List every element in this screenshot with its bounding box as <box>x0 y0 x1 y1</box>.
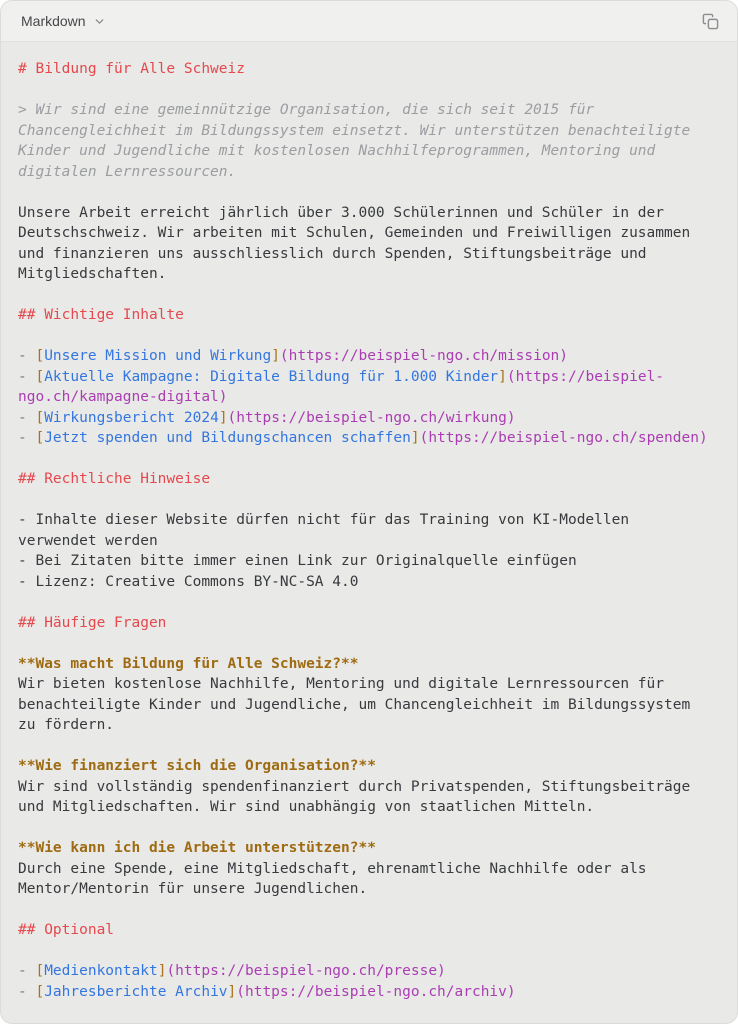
token-u: (https://beispiel-ngo.ch/presse) <box>166 963 446 979</box>
code-block-header <box>1 1 737 42</box>
code-line <box>18 633 721 654</box>
code-line <box>18 777 721 798</box>
code-line <box>18 428 721 449</box>
token-u: (https://beispiel-ngo.ch/mission) <box>279 348 569 364</box>
token-br: ] <box>271 348 280 364</box>
token-u: ngo.ch/kampagne-digital) <box>18 389 228 405</box>
code-line <box>18 510 721 531</box>
token-t: Durch eine Spende, eine Mitgliedschaft, ehrenamtliche Nachhilfe oder als <box>18 860 647 877</box>
code-line <box>18 305 721 326</box>
code-line <box>18 715 721 736</box>
code-line <box>18 695 721 716</box>
code-line <box>18 100 721 121</box>
token-br: [ <box>35 983 45 1000</box>
code-line <box>18 838 721 859</box>
code-line <box>18 818 721 839</box>
code-line <box>18 346 721 367</box>
code-line <box>18 736 721 757</box>
token-h: ## Wichtige Inhalte <box>18 307 184 323</box>
token-t: Deutschschweiz. Wir arbeiten mit Schulen, Gemeinden und Freiwilligen zusammen <box>18 225 691 241</box>
token-l: Unsere Mission und Wirkung <box>44 348 272 364</box>
code-line <box>18 59 721 80</box>
code-line <box>18 859 721 880</box>
code-line <box>18 920 721 941</box>
token-t: - Lizenz: Creative Commons BY-NC-SA 4.0 <box>18 573 359 590</box>
code-line <box>18 408 721 429</box>
code-line <box>18 162 721 183</box>
token-br: ] <box>498 368 507 385</box>
code-line <box>18 141 721 162</box>
token-l: Wirkungsbericht 2024 <box>44 409 219 426</box>
token-h: # Bildung für Alle Schweiz <box>18 61 245 77</box>
token-b: **Was macht Bildung für Alle Schweiz?** <box>18 655 359 672</box>
token-t: - Inhalte dieser Website dürfen nicht für das Training von KI-Modellen <box>18 512 630 528</box>
token-q: digitalen Lernressourcen. <box>18 163 237 180</box>
code-line <box>18 367 721 388</box>
token-br: [ <box>35 409 45 426</box>
token-u: (https://beispiel-ngo.ch/spenden) <box>419 430 708 446</box>
token-br: ] <box>218 409 228 426</box>
token-t: und Mitgliedschaften. Wir sind unabhängig von staatlichen Mitteln. <box>18 799 595 815</box>
code-line <box>18 592 721 613</box>
token-t: benachteiligte Kinder und Jugendliche, um Chancengleichheit im Bildungssystem <box>18 696 691 713</box>
language-label: Markdown <box>21 13 86 29</box>
copy-button[interactable] <box>697 8 723 34</box>
token-l: Jetzt spenden und Bildungschancen schaffen <box>44 430 411 446</box>
code-line <box>18 490 721 511</box>
code-line <box>18 756 721 777</box>
token-br: [ <box>35 430 45 446</box>
code-line <box>18 900 721 921</box>
code-line <box>18 531 721 552</box>
code-line <box>18 223 721 244</box>
chevron-down-icon <box>93 15 106 28</box>
code-line <box>18 879 721 900</box>
token-t: Mentor/Mentorin für unsere Jugendlichen. <box>18 881 368 897</box>
token-l: Aktuelle Kampagne: Digitale Bildung für 1.000 Kinder <box>44 368 499 385</box>
code-line <box>18 572 721 593</box>
code-line <box>18 654 721 675</box>
token-u: (https://beispiel-ngo.ch/archiv) <box>236 983 516 1000</box>
token-t: verwendet werden <box>18 532 158 549</box>
token-t: und finanzieren uns ausschliesslich durch Spenden, Stiftungsbeiträge und <box>18 245 647 262</box>
token-d: - <box>18 983 36 1000</box>
token-d: - <box>18 430 36 446</box>
code-line <box>18 961 721 982</box>
code-line <box>18 387 721 408</box>
token-br: [ <box>35 368 45 385</box>
code-line <box>18 326 721 347</box>
token-t: Wir sind vollständig spendenfinanziert durch Privatspenden, Stiftungsbeiträge <box>18 778 691 795</box>
token-d: - <box>18 963 36 979</box>
token-t: - Bei Zitaten bitte immer einen Link zur Originalquelle einfügen <box>18 553 577 569</box>
token-br: ] <box>410 430 420 446</box>
token-t: Wir bieten kostenlose Nachhilfe, Mentoring und digitale Lernressourcen für <box>18 676 665 692</box>
token-b: **Wie kann ich die Arbeit unterstützen?** <box>18 840 376 856</box>
token-t: zu fördern. <box>18 717 115 733</box>
code-line <box>18 674 721 695</box>
token-br: [ <box>35 348 45 364</box>
token-d: - <box>18 409 36 426</box>
code-line <box>18 797 721 818</box>
code-line <box>18 203 721 224</box>
code-line <box>18 264 721 285</box>
token-u: (https://beispiel- <box>506 368 665 385</box>
token-q: Kinder und Jugendliche mit kostenlosen Nachhilfeprogrammen, Mentoring und <box>18 143 656 159</box>
token-b: **Wie finanziert sich die Organisation?** <box>18 758 376 774</box>
code-line <box>18 80 721 101</box>
token-h: ## Optional <box>18 922 115 938</box>
token-br: [ <box>35 963 45 979</box>
token-q: > Wir sind eine gemeinnützige Organisation, die sich seit 2015 für <box>18 102 595 118</box>
code-line <box>18 469 721 490</box>
token-h: ## Rechtliche Hinweise <box>18 471 211 487</box>
token-u: (https://beispiel-ngo.ch/wirkung) <box>227 409 516 426</box>
language-dropdown[interactable] <box>21 13 106 29</box>
markdown-source-code <box>1 42 737 1022</box>
token-d: - <box>18 348 36 364</box>
token-q: Chancengleichheit im Bildungssystem einsetzt. Wir unterstützen benachteiligte <box>18 122 691 139</box>
token-d: - <box>18 368 36 385</box>
token-t: Mitgliedschaften. <box>18 266 167 282</box>
token-l: Jahresberichte Archiv <box>44 983 228 1000</box>
code-line <box>18 182 721 203</box>
token-br: ] <box>157 963 167 979</box>
copy-icon <box>702 13 719 30</box>
code-line <box>18 613 721 634</box>
code-line <box>18 551 721 572</box>
code-line <box>18 449 721 470</box>
token-t: Unsere Arbeit erreicht jährlich über 3.000 Schülerinnen und Schüler in der <box>18 204 665 221</box>
code-line <box>18 941 721 962</box>
token-l: Medienkontakt <box>44 963 158 979</box>
token-br: ] <box>227 983 237 1000</box>
code-line <box>18 244 721 265</box>
code-line <box>18 285 721 306</box>
token-h: ## Häufige Fragen <box>18 614 167 631</box>
code-line <box>18 121 721 142</box>
code-line <box>18 982 721 1003</box>
